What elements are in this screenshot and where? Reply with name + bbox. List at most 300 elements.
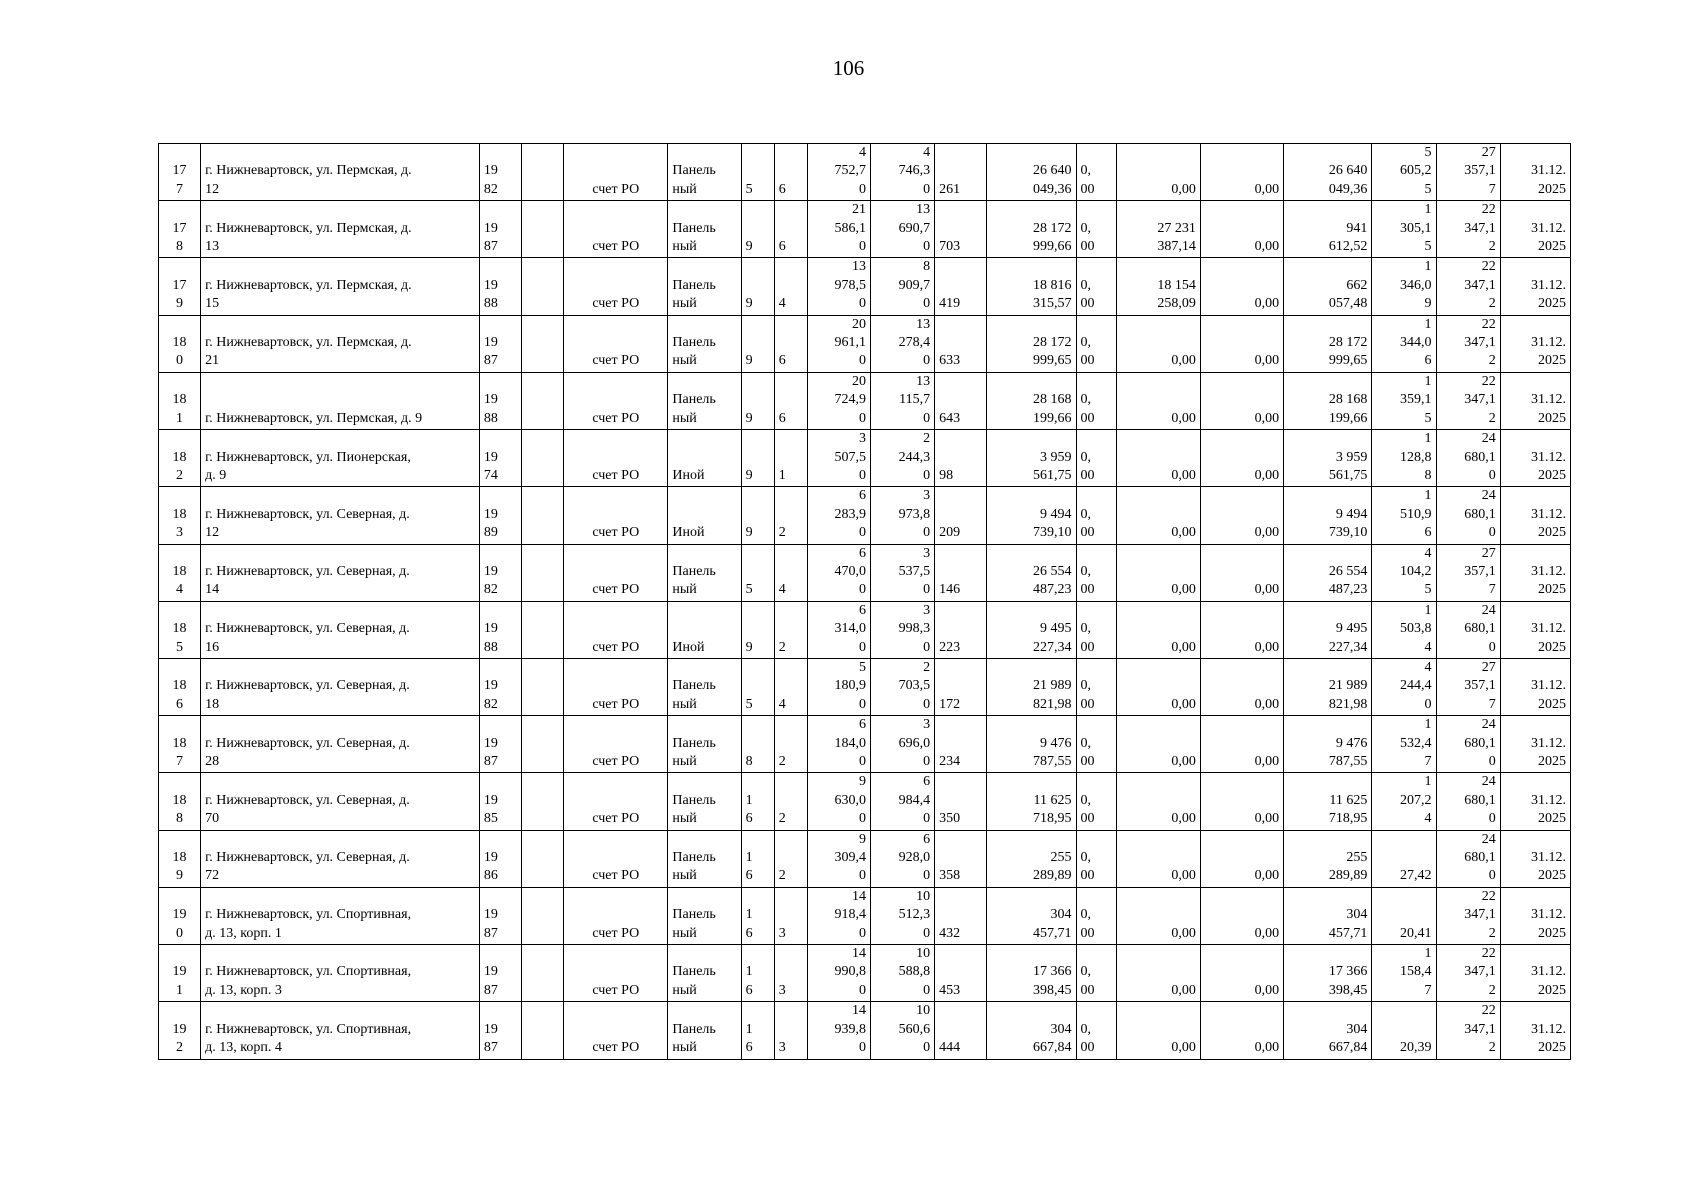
residents-cell-text: 419 — [939, 296, 961, 312]
owners-cost-cell-text: 26 554 487,23 — [1328, 563, 1368, 598]
wall-material-cell-text: Панель ный — [672, 850, 716, 884]
unit-limit-cell — [1436, 201, 1500, 258]
row-number-text: 18 7 — [172, 735, 187, 769]
unit-limit-cell — [1436, 658, 1500, 715]
row-number-text: 18 3 — [172, 506, 187, 541]
unit-cost-cell-text: 4 104,2 5 — [1400, 545, 1432, 598]
living-area-cell-text: 3 973,8 0 — [898, 488, 931, 541]
wall-material-cell — [668, 544, 741, 601]
account-cell-text: счет РО — [592, 754, 640, 769]
unit-cost-cell-text: 27,42 — [1400, 868, 1432, 884]
account-cell — [564, 430, 668, 487]
residents-cell-text: 432 — [939, 925, 961, 941]
unit-limit-cell-text: 27 357,1 7 — [1464, 659, 1496, 712]
local-cost-cell — [1200, 658, 1283, 715]
owners-cost-cell — [1284, 716, 1372, 773]
owners-cost-cell-text: 28 168 199,66 — [1328, 392, 1368, 426]
fund-share-cell-text: 0, 00 — [1080, 449, 1095, 483]
year-cell — [479, 315, 521, 372]
wall-material-cell — [668, 487, 741, 544]
fund-share-cell-text: 0, 00 — [1080, 163, 1095, 197]
unit-limit-cell-text: 24 680,1 0 — [1464, 488, 1496, 541]
total-area-cell — [807, 144, 870, 201]
row-number-text: 17 8 — [172, 220, 187, 255]
total-area-cell-text: 20 961,1 0 — [834, 316, 866, 369]
residents-cell — [935, 144, 987, 201]
year-cell — [479, 144, 521, 201]
table-row — [159, 658, 1571, 715]
deadline-cell — [1500, 487, 1570, 544]
residents-cell-text: 350 — [939, 811, 961, 827]
year-cell — [479, 601, 521, 658]
living-area-cell-text: 3 537,5 0 — [898, 545, 931, 598]
row-number — [159, 887, 201, 944]
regional-cost-cell-text: 0,00 — [1171, 811, 1196, 827]
row-number-text: 18 9 — [172, 850, 187, 884]
local-cost-cell-text: 0,00 — [1254, 868, 1280, 884]
entrances-cell-text: 4 — [778, 296, 786, 312]
owners-cost-cell — [1284, 601, 1372, 658]
fund-share-cell-text: 0, 00 — [1080, 735, 1095, 769]
unit-limit-cell-text: 22 347,1 2 — [1464, 373, 1496, 426]
floors-cell — [741, 487, 774, 544]
row-number-text: 18 0 — [172, 335, 187, 369]
table-row — [159, 716, 1571, 773]
unit-cost-cell-text: 1 158,4 7 — [1400, 946, 1432, 998]
unit-cost-cell — [1372, 945, 1436, 1002]
local-cost-cell-text: 0,00 — [1254, 296, 1280, 312]
account-cell-text: счет РО — [592, 353, 640, 369]
entrances-cell — [774, 258, 807, 315]
address-cell-text: г. Нижневартовск, ул. Пермская, д. 21 — [205, 335, 412, 369]
residents-cell — [935, 716, 987, 773]
total-area-cell — [807, 430, 870, 487]
residents-cell — [935, 544, 987, 601]
row-number-text: 18 1 — [172, 392, 187, 426]
fund-share-cell-text: 0, 00 — [1080, 621, 1095, 655]
table-row — [159, 1002, 1571, 1059]
wall-material-cell-text: Иной — [672, 525, 705, 541]
total-area-cell — [807, 201, 870, 258]
year-cell-text: 19 87 — [483, 735, 498, 769]
residents-cell-text: 146 — [939, 582, 961, 598]
total-cost-cell-text: 26 640 049,36 — [1033, 163, 1072, 197]
unit-limit-cell-text: 22 347,1 2 — [1464, 946, 1496, 998]
unit-cost-cell — [1372, 430, 1436, 487]
regional-cost-cell — [1116, 830, 1200, 887]
fund-share-cell — [1076, 1002, 1116, 1059]
account-cell — [564, 887, 668, 944]
regional-cost-cell — [1116, 430, 1200, 487]
total-area-cell — [807, 544, 870, 601]
owners-cost-cell — [1284, 658, 1372, 715]
empty-cell — [522, 773, 564, 830]
year-cell — [479, 201, 521, 258]
address-cell — [201, 201, 480, 258]
total-cost-cell-text: 21 989 821,98 — [1033, 678, 1072, 712]
account-cell-text: счет РО — [592, 982, 640, 998]
unit-cost-cell — [1372, 887, 1436, 944]
address-cell — [201, 258, 480, 315]
unit-limit-cell — [1436, 1002, 1500, 1059]
deadline-cell — [1500, 716, 1570, 773]
year-cell-text: 19 88 — [483, 277, 498, 312]
year-cell — [479, 487, 521, 544]
unit-limit-cell-text: 22 347,1 2 — [1464, 888, 1496, 941]
total-cost-cell — [987, 258, 1076, 315]
wall-material-cell-text: Панель ный — [672, 964, 716, 998]
unit-limit-cell — [1436, 945, 1500, 1002]
address-cell-text: г. Нижневартовск, ул. Северная, д. 28 — [205, 735, 410, 769]
unit-limit-cell-text: 22 347,1 2 — [1464, 202, 1496, 255]
local-cost-cell — [1200, 430, 1283, 487]
row-number — [159, 544, 201, 601]
account-cell — [564, 372, 668, 429]
regional-cost-cell — [1116, 544, 1200, 601]
regional-cost-cell — [1116, 601, 1200, 658]
row-number — [159, 1002, 201, 1059]
floors-cell-text: 1 6 — [745, 907, 753, 941]
floors-cell — [741, 716, 774, 773]
total-area-cell — [807, 1002, 870, 1059]
entrances-cell-text: 2 — [778, 811, 786, 827]
address-cell-text: г. Нижневартовск, ул. Спортивная, д. 13, корп. 1 — [205, 907, 412, 941]
year-cell — [479, 258, 521, 315]
total-cost-cell — [987, 887, 1076, 944]
wall-material-cell — [668, 830, 741, 887]
row-number-text: 19 0 — [172, 907, 187, 941]
entrances-cell — [774, 372, 807, 429]
regional-cost-cell-text: 0,00 — [1171, 868, 1196, 884]
floors-cell-text: 9 — [745, 467, 753, 483]
account-cell-text: счет РО — [592, 181, 640, 197]
total-cost-cell-text: 304 667,84 — [1033, 1021, 1072, 1056]
floors-cell-text: 1 6 — [745, 850, 753, 884]
living-area-cell — [870, 945, 934, 1002]
unit-limit-cell — [1436, 315, 1500, 372]
floors-cell — [741, 1002, 774, 1059]
floors-cell-text: 5 — [745, 696, 753, 712]
regional-cost-cell — [1116, 658, 1200, 715]
total-cost-cell — [987, 144, 1076, 201]
local-cost-cell-text: 0,00 — [1254, 754, 1280, 769]
unit-cost-cell-text: 20,41 — [1400, 925, 1432, 941]
local-cost-cell — [1200, 601, 1283, 658]
residents-cell-text: 234 — [939, 754, 961, 769]
floors-cell — [741, 144, 774, 201]
deadline-cell — [1500, 830, 1570, 887]
residents-cell — [935, 201, 987, 258]
unit-cost-cell-text: 1 346,0 9 — [1400, 259, 1432, 312]
wall-material-cell — [668, 430, 741, 487]
address-cell — [201, 601, 480, 658]
local-cost-cell — [1200, 487, 1283, 544]
deadline-cell — [1500, 430, 1570, 487]
floors-cell — [741, 658, 774, 715]
living-area-cell — [870, 258, 934, 315]
living-area-cell — [870, 716, 934, 773]
local-cost-cell-text: 0,00 — [1254, 239, 1280, 255]
fund-share-cell-text: 0, 00 — [1080, 220, 1095, 255]
regional-cost-cell-text: 0,00 — [1171, 754, 1196, 769]
row-number-text: 19 2 — [172, 1021, 187, 1056]
address-cell — [201, 658, 480, 715]
wall-material-cell-text: Панель ный — [672, 392, 716, 426]
living-area-cell — [870, 1002, 934, 1059]
wall-material-cell-text: Панель ный — [672, 907, 716, 941]
floors-cell-text: 8 — [745, 754, 753, 769]
table-row — [159, 601, 1571, 658]
table-row — [159, 144, 1571, 201]
residents-cell — [935, 945, 987, 1002]
unit-cost-cell-text: 1 207,2 4 — [1400, 774, 1432, 827]
owners-cost-cell — [1284, 1002, 1372, 1059]
account-cell — [564, 830, 668, 887]
entrances-cell-text: 2 — [778, 868, 786, 884]
unit-limit-cell-text: 22 347,1 2 — [1464, 1003, 1496, 1056]
total-area-cell-text: 9 630,0 0 — [834, 774, 866, 827]
row-number — [159, 716, 201, 773]
residents-cell-text: 633 — [939, 353, 961, 369]
unit-limit-cell — [1436, 830, 1500, 887]
account-cell-text: счет РО — [592, 811, 640, 827]
deadline-cell-text: 31.12. 2025 — [1531, 678, 1566, 712]
address-cell-text: г. Нижневартовск, ул. Северная, д. 12 — [205, 506, 410, 541]
deadline-cell-text: 31.12. 2025 — [1531, 563, 1566, 598]
empty-cell — [522, 601, 564, 658]
owners-cost-cell — [1284, 258, 1372, 315]
row-number — [159, 258, 201, 315]
deadline-cell — [1500, 945, 1570, 1002]
total-area-cell-text: 14 918,4 0 — [834, 888, 866, 941]
total-cost-cell — [987, 1002, 1076, 1059]
entrances-cell-text: 2 — [778, 639, 786, 655]
total-cost-cell — [987, 372, 1076, 429]
total-area-cell-text: 4 752,7 0 — [834, 145, 866, 197]
total-area-cell-text: 6 470,0 0 — [834, 545, 866, 598]
year-cell-text: 19 87 — [483, 964, 498, 998]
account-cell — [564, 601, 668, 658]
total-cost-cell-text: 255 289,89 — [1033, 850, 1072, 884]
regional-cost-cell-text: 0,00 — [1171, 925, 1196, 941]
account-cell — [564, 201, 668, 258]
local-cost-cell-text: 0,00 — [1254, 410, 1280, 426]
entrances-cell-text: 6 — [778, 239, 786, 255]
wall-material-cell-text: Иной — [672, 639, 705, 655]
total-area-cell — [807, 315, 870, 372]
local-cost-cell — [1200, 830, 1283, 887]
entrances-cell — [774, 1002, 807, 1059]
unit-cost-cell-text: 20,39 — [1400, 1040, 1432, 1056]
wall-material-cell-text: Панель ный — [672, 1021, 716, 1056]
local-cost-cell-text: 0,00 — [1254, 181, 1280, 197]
entrances-cell — [774, 315, 807, 372]
year-cell-text: 19 82 — [483, 563, 498, 598]
deadline-cell — [1500, 658, 1570, 715]
living-area-cell — [870, 601, 934, 658]
owners-cost-cell-text: 662 057,48 — [1328, 277, 1368, 312]
residents-cell-text: 643 — [939, 410, 961, 426]
entrances-cell-text: 3 — [778, 982, 786, 998]
owners-cost-cell — [1284, 144, 1372, 201]
total-area-cell-text: 20 724,9 0 — [834, 373, 866, 426]
wall-material-cell-text: Панель ный — [672, 792, 716, 827]
fund-share-cell-text: 0, 00 — [1080, 678, 1095, 712]
address-cell-text: г. Нижневартовск, ул. Пермская, д. 9 — [205, 410, 423, 426]
living-area-cell — [870, 830, 934, 887]
page-number: 106 — [832, 56, 865, 80]
wall-material-cell-text: Панель ный — [672, 563, 716, 598]
empty-cell — [522, 487, 564, 544]
deadline-cell — [1500, 144, 1570, 201]
total-cost-cell-text: 3 959 561,75 — [1033, 449, 1072, 483]
living-area-cell-text: 6 984,4 0 — [898, 774, 931, 827]
empty-cell — [522, 658, 564, 715]
local-cost-cell — [1200, 144, 1283, 201]
residents-cell — [935, 658, 987, 715]
living-area-cell — [870, 430, 934, 487]
account-cell — [564, 315, 668, 372]
unit-cost-cell-text: 1 305,1 5 — [1400, 202, 1432, 255]
residents-cell-text: 358 — [939, 868, 961, 884]
floors-cell — [741, 258, 774, 315]
floors-cell-text: 5 — [745, 181, 753, 197]
owners-cost-cell-text: 21 989 821,98 — [1328, 678, 1368, 712]
wall-material-cell — [668, 372, 741, 429]
deadline-cell-text: 31.12. 2025 — [1531, 964, 1566, 998]
empty-cell — [522, 315, 564, 372]
residents-cell — [935, 258, 987, 315]
local-cost-cell-text: 0,00 — [1254, 1040, 1280, 1056]
deadline-cell-text: 31.12. 2025 — [1531, 220, 1566, 255]
unit-limit-cell — [1436, 773, 1500, 830]
unit-cost-cell — [1372, 716, 1436, 773]
deadline-cell-text: 31.12. 2025 — [1531, 735, 1566, 769]
local-cost-cell-text: 0,00 — [1254, 811, 1280, 827]
local-cost-cell — [1200, 945, 1283, 1002]
regional-cost-cell-text: 0,00 — [1171, 353, 1196, 369]
local-cost-cell-text: 0,00 — [1254, 639, 1280, 655]
year-cell — [479, 430, 521, 487]
floors-cell — [741, 830, 774, 887]
wall-material-cell-text: Панель ный — [672, 163, 716, 197]
wall-material-cell-text: Панель ный — [672, 735, 716, 769]
unit-cost-cell — [1372, 144, 1436, 201]
address-cell-text: г. Нижневартовск, ул. Северная, д. 18 — [205, 678, 410, 712]
total-cost-cell — [987, 658, 1076, 715]
unit-limit-cell-text: 27 357,1 7 — [1464, 145, 1496, 197]
address-cell-text: г. Нижневартовск, ул. Пионерская, д. 9 — [205, 449, 411, 483]
unit-limit-cell — [1436, 601, 1500, 658]
entrances-cell — [774, 887, 807, 944]
total-area-cell-text: 5 180,9 0 — [834, 659, 866, 712]
wall-material-cell — [668, 945, 741, 1002]
empty-cell — [522, 201, 564, 258]
account-cell-text: счет РО — [592, 639, 640, 655]
wall-material-cell-text: Иной — [672, 467, 705, 483]
address-cell — [201, 315, 480, 372]
residents-cell-text: 261 — [939, 181, 961, 197]
total-area-cell-text: 14 939,8 0 — [834, 1003, 866, 1056]
unit-cost-cell — [1372, 658, 1436, 715]
unit-limit-cell — [1436, 372, 1500, 429]
empty-cell — [522, 830, 564, 887]
account-cell-text: счет РО — [592, 239, 640, 255]
year-cell — [479, 887, 521, 944]
total-cost-cell — [987, 315, 1076, 372]
unit-cost-cell — [1372, 830, 1436, 887]
total-cost-cell-text: 304 457,71 — [1033, 907, 1072, 941]
year-cell-text: 19 74 — [483, 449, 498, 483]
fund-share-cell — [1076, 830, 1116, 887]
wall-material-cell-text: Панель ный — [672, 220, 716, 255]
row-number — [159, 773, 201, 830]
row-number-text: 18 8 — [172, 792, 187, 827]
floors-cell-text: 9 — [745, 296, 753, 312]
local-cost-cell — [1200, 544, 1283, 601]
local-cost-cell — [1200, 201, 1283, 258]
table-row — [159, 945, 1571, 1002]
unit-cost-cell — [1372, 1002, 1436, 1059]
table-row — [159, 487, 1571, 544]
wall-material-cell-text: Панель ный — [672, 277, 716, 312]
owners-cost-cell — [1284, 945, 1372, 1002]
deadline-cell — [1500, 201, 1570, 258]
year-cell-text: 19 89 — [483, 506, 498, 541]
entrances-cell-text: 2 — [778, 754, 786, 769]
total-area-cell-text: 13 978,5 0 — [834, 259, 866, 312]
residents-cell-text: 703 — [939, 239, 961, 255]
unit-cost-cell — [1372, 315, 1436, 372]
floors-cell — [741, 773, 774, 830]
entrances-cell — [774, 830, 807, 887]
unit-limit-cell-text: 24 680,1 0 — [1464, 431, 1496, 483]
empty-cell — [522, 430, 564, 487]
year-cell — [479, 1002, 521, 1059]
unit-cost-cell — [1372, 487, 1436, 544]
entrances-cell — [774, 201, 807, 258]
total-cost-cell — [987, 201, 1076, 258]
total-area-cell-text: 6 314,0 0 — [834, 602, 866, 655]
local-cost-cell-text: 0,00 — [1254, 982, 1280, 998]
entrances-cell-text: 1 — [778, 467, 786, 483]
fund-share-cell — [1076, 945, 1116, 1002]
address-cell — [201, 544, 480, 601]
floors-cell-text: 1 6 — [745, 1021, 753, 1056]
residents-cell-text: 209 — [939, 525, 961, 541]
living-area-cell — [870, 773, 934, 830]
unit-limit-cell-text: 22 347,1 2 — [1464, 316, 1496, 369]
total-area-cell — [807, 945, 870, 1002]
total-cost-cell — [987, 945, 1076, 1002]
empty-cell — [522, 544, 564, 601]
year-cell — [479, 773, 521, 830]
owners-cost-cell — [1284, 201, 1372, 258]
entrances-cell — [774, 945, 807, 1002]
deadline-cell — [1500, 887, 1570, 944]
floors-cell — [741, 544, 774, 601]
total-area-cell — [807, 601, 870, 658]
total-cost-cell-text: 28 172 999,66 — [1033, 220, 1072, 255]
total-cost-cell — [987, 430, 1076, 487]
residents-cell-text: 172 — [939, 696, 961, 712]
empty-cell — [522, 144, 564, 201]
year-cell-text: 19 88 — [483, 392, 498, 426]
deadline-cell — [1500, 1002, 1570, 1059]
entrances-cell-text: 2 — [778, 525, 786, 541]
empty-cell — [522, 716, 564, 773]
account-cell — [564, 487, 668, 544]
